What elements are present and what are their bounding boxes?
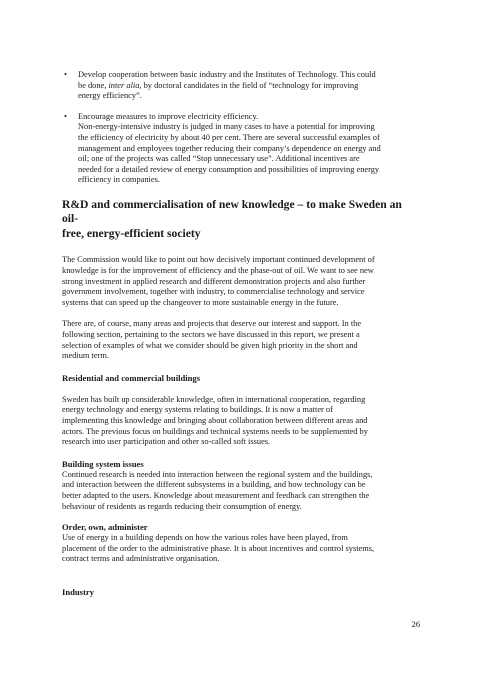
paragraph-line: Sweden has built up considerable knowledge, often in international cooperation, regarding xyxy=(62,394,366,404)
paragraph-line: strong investment in applied research and different demonstration projects and also further xyxy=(62,276,366,286)
bullet-line: the efficiency of electricity by about 40 per cent. There are several successful examples of xyxy=(78,132,380,142)
paragraph-line: The Commission would like to point out how decisively important continued development of xyxy=(62,255,375,265)
bullet-icon: • xyxy=(64,111,67,121)
paragraph-line: implementing this knowledge and bringing about collaboration between different areas and xyxy=(62,415,368,425)
paragraph-line: systems that can speed up the changeover to more sustainable energy in the future. xyxy=(62,297,339,307)
paragraph-line: research into user participation and other so-called soft issues. xyxy=(62,437,271,447)
paragraph-line: placement of the order to the administrative phase. It is about incentives and control systems, xyxy=(62,543,375,553)
section-heading-line: R&D and commercialisation of new knowledge – to make Sweden an oil- xyxy=(62,197,402,226)
paragraph-line: better adapted to the users. Knowledge about measurement and feedback can strengthen the xyxy=(62,490,370,500)
bullet-list xyxy=(62,70,414,186)
paragraph-residential xyxy=(62,395,414,448)
paragraph-line: There are, of course, many areas and projects that deserve our interest and support. In the xyxy=(62,319,362,329)
paragraph-commission xyxy=(62,255,414,308)
italic-phrase: inter alia, xyxy=(108,80,142,90)
page-content xyxy=(62,70,414,609)
section-heading xyxy=(62,198,414,242)
bullet-icon: • xyxy=(64,70,67,79)
paragraph-line: actors. The previous focus on buildings and technical systems needs to be supplemented by xyxy=(62,426,368,436)
paragraph-line: selection of examples of what we consider should be given high priority in the short and xyxy=(62,340,358,350)
bullet-item-electricity xyxy=(62,112,414,186)
paragraph-line: Use of energy in a building depends on how the various roles have been played, from xyxy=(62,533,348,543)
paragraph-line: government involvement, together with industry, to commercialise technology and service xyxy=(62,287,365,297)
paragraph-line: knowledge is for the improvement of efficiency and the phase-out of oil. We want to see new xyxy=(62,266,374,276)
subheading-building-system: Building system issues xyxy=(62,458,144,469)
paragraph-line: energy technology and energy systems relating to buildings. It is now a matter of xyxy=(62,405,333,415)
bullet-line: Encourage measures to improve electricity efficiency. xyxy=(78,111,259,121)
paragraph-areas xyxy=(62,319,414,361)
subheading-residential: Residential and commercial buildings xyxy=(62,372,201,383)
bullet-line: Develop cooperation between basic industry and the Institutes of Technology. This could xyxy=(78,70,376,79)
paragraph-line: Continued research is needed into interaction between the regional system and the buildings, xyxy=(62,469,373,479)
paragraph-building-system xyxy=(62,470,414,512)
bullet-line: oil; one of the projects was called “Stop unnecessary use”. Additional incentives are xyxy=(78,154,360,164)
bullet-item-cooperation xyxy=(62,70,414,102)
bullet-line: efficiency in companies. xyxy=(78,175,160,185)
paragraph-line: contract terms and administrative organisation. xyxy=(62,554,220,564)
block-order xyxy=(62,522,414,565)
paragraph-line: and interaction between the different subsystems in a building, and how technology can be xyxy=(62,480,366,490)
subheading-industry: Industry xyxy=(62,586,94,597)
bullet-line: management and employees together reducing their company’s dependence on energy and xyxy=(78,143,381,153)
page-number: 26 xyxy=(411,620,420,629)
paragraph-order xyxy=(62,533,414,565)
bullet-line-inter-alia: be done, inter alia, by doctoral candidates in the field of “technology for improving xyxy=(78,80,359,90)
paragraph-line: behaviour of residents as regards reducing their consumption of energy. xyxy=(62,501,302,511)
bullet-line: Non-energy-intensive industry is judged in many cases to have a potential for improving xyxy=(78,122,375,132)
bullet-line: needed for a detailed review of energy consumption and possibilities of improving energy xyxy=(78,164,380,174)
block-building-system xyxy=(62,459,414,512)
subheading-order: Order, own, administer xyxy=(62,522,148,533)
paragraph-line: following section, pertaining to the sectors we have discussed in this report, we present a xyxy=(62,330,360,339)
paragraph-line: medium term. xyxy=(62,351,109,361)
bullet-line: energy efficiency”. xyxy=(78,91,142,101)
section-heading-line: free, energy-efficient society xyxy=(62,226,201,240)
